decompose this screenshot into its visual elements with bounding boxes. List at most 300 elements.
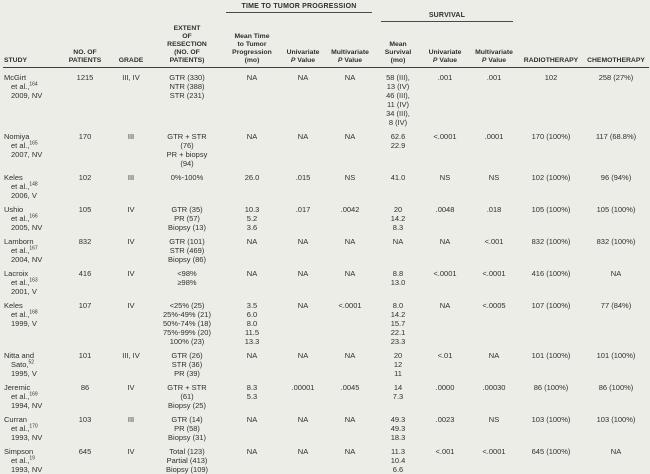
cell-line: 41.0 [390,173,406,182]
cell-line: 832 (100%) [531,237,571,246]
cell-line: Curran [4,415,27,424]
cell-grade [111,447,151,474]
cell-line: Biopsy (25) [168,401,206,410]
column-header-ttp-univariate: Univariate P Value [286,49,320,64]
cell-line: 832 [78,237,92,246]
cell-ttp-mean [223,269,281,296]
cell-extent [151,173,223,200]
cell-line: Lamborn [4,237,34,246]
cell-line: NA [297,351,309,360]
cell-radiotherapy [519,351,583,378]
cell-line: 8 (IV) [388,118,408,127]
cell-survival-mean [375,173,421,200]
cell-line: 58 (III), [386,73,410,82]
cell-line: 2006, V [11,191,37,200]
cell-line: III, IV [122,73,140,82]
cell-line: IV [127,205,135,214]
table-row [3,237,649,264]
table-row [3,415,649,442]
cell-patients [59,383,111,410]
cell-study [3,351,59,378]
cell-line: GTR (14) [171,415,203,424]
cell-line: Lacroix [4,269,29,278]
cell-study [3,237,59,264]
cell-line: 102 [78,173,92,182]
cell-line: Simpson [4,447,34,456]
cell-line: Partial (413) [166,456,208,465]
group-header-time-to-tumor-progression: TIME TO TUMOR PROGRESSION [226,3,372,13]
cell-line: 22.9 [390,141,406,150]
cell-line: 75%-99% (20) [163,328,211,337]
cell-line: .018 [486,205,502,214]
column-header-study: STUDY [4,57,28,64]
cell-radiotherapy [519,301,583,346]
cell-line: NA [488,351,500,360]
cell-line: 7.3 [392,392,404,401]
cell-line: NA [344,269,356,278]
cell-line: 50%-74% (18) [163,319,211,328]
cell-survival-mean [375,301,421,346]
cell-line: 117 (68.8%) [595,132,637,141]
cell-line: <25% (25) [169,301,205,310]
cell-grade [111,301,151,346]
cell-chemotherapy [583,269,649,296]
cell-survival-multivariate [469,301,519,346]
cell-line: IV [127,269,135,278]
cell-survival-univariate [421,351,469,378]
cell-line: Nitta and [4,351,35,360]
cell-line: 49.3 [390,415,406,424]
cell-line: NS [488,415,500,424]
cell-line: 3.5 [246,301,258,310]
cell-patients [59,351,111,378]
cell-line: NA [246,447,258,456]
cell-patients [59,301,111,346]
cell-line: III [127,173,135,182]
cell-line: 103 (100%) [531,415,571,424]
cell-line: 25%-49% (21) [163,310,211,319]
cell-ttp-univariate [281,269,325,296]
cell-survival-multivariate [469,205,519,232]
table-header [3,3,649,68]
cell-line: 258 (27%) [598,73,634,82]
cell-line: 8.0 [392,301,404,310]
cell-line: .015 [295,173,311,182]
cell-line: Biopsy (86) [168,255,206,264]
cell-line: ≥98% [177,278,197,287]
cell-chemotherapy [583,173,649,200]
cell-line: STR (36) [171,360,203,369]
cell-line: .00030 [482,383,506,392]
cell-line: NA [297,237,309,246]
cell-line: 20 [393,205,403,214]
cell-line: <.0005 [482,301,506,310]
cell-line: (61) [180,392,194,401]
cell-line: .0042 [340,205,360,214]
cell-line: 2001, V [11,287,37,296]
cell-patients [59,132,111,168]
cell-line: NA [344,351,356,360]
cell-line: 18.3 [390,433,406,442]
cell-line: 105 (100%) [531,205,571,214]
cell-chemotherapy [583,205,649,232]
cell-survival-univariate [421,415,469,442]
cell-line: 101 (100%) [531,351,571,360]
cell-line: III [127,132,135,141]
cell-line: 170 [78,132,92,141]
cell-line: NA [297,132,309,141]
cell-line: 86 (100%) [533,383,569,392]
table-row [3,351,649,378]
cell-study [3,205,59,232]
cell-line: 11.3 [390,447,406,456]
cell-line: 102 [544,73,558,82]
cell-line: 11.5 [244,328,260,337]
cell-grade [111,383,151,410]
cell-ttp-univariate [281,301,325,346]
cell-patients [59,73,111,127]
cell-line: <98% [177,269,197,278]
cell-radiotherapy [519,237,583,264]
cell-line: et al.,$^{166}$ [11,213,38,223]
cell-line: IV [127,447,135,456]
cell-line: 5.3 [246,392,258,401]
cell-line: NA [392,237,404,246]
cell-ttp-univariate [281,383,325,410]
cell-line: et al.,$^{168}$ [11,309,38,319]
cell-chemotherapy [583,447,649,474]
cell-line: 105 (100%) [596,205,636,214]
cell-line: Biopsy (31) [168,433,206,442]
cell-line: NA [344,237,356,246]
cell-line: 107 [78,301,92,310]
cell-chemotherapy [583,301,649,346]
cell-line: NA [439,301,451,310]
cell-ttp-univariate [281,173,325,200]
cell-line: 416 (100%) [531,269,571,278]
cell-extent [151,205,223,232]
cell-grade [111,237,151,264]
cell-line: NS [488,173,500,182]
cell-line: PR + biopsy [166,150,208,159]
cell-line: NA [246,351,258,360]
cell-radiotherapy [519,447,583,474]
cell-line: .0045 [340,383,360,392]
cell-line: 101 (100%) [596,351,636,360]
column-header-patients: NO. OF PATIENTS [68,49,102,64]
cell-line: 8.8 [392,269,404,278]
cell-line: 86 [80,383,90,392]
table-row [3,132,649,168]
cell-radiotherapy [519,73,583,127]
cell-radiotherapy [519,415,583,442]
cell-line: GTR (101) [169,237,205,246]
cell-line: <.0001 [482,447,506,456]
cell-survival-univariate [421,173,469,200]
cell-survival-multivariate [469,383,519,410]
cell-line: 103 [78,415,92,424]
cell-line: 26.0 [244,173,260,182]
cell-line: 23.3 [390,337,406,346]
cell-line: NA [297,301,309,310]
cell-line: 1995, V [11,369,37,378]
cell-line: et al.,$^{170}$ [11,423,38,433]
cell-ttp-multivariate [325,173,375,200]
cell-line: 2005, NV [11,223,43,232]
cell-chemotherapy [583,383,649,410]
cell-ttp-multivariate [325,73,375,127]
cell-survival-multivariate [469,447,519,474]
cell-line: et al.,$^{167}$ [11,245,38,255]
cell-line: McGirt [4,73,27,82]
cell-line: 105 [78,205,92,214]
cell-study [3,301,59,346]
cell-line: 8.3 [246,383,258,392]
cell-line: NA [439,237,451,246]
column-header-grade: GRADE [118,57,144,64]
cell-survival-mean [375,73,421,127]
cell-line: et al.,$^{169}$ [11,391,38,401]
cell-line: 1993, NV [11,465,43,474]
cell-ttp-mean [223,383,281,410]
cell-line: <.01 [437,351,453,360]
cell-ttp-mean [223,237,281,264]
cell-survival-univariate [421,205,469,232]
cell-radiotherapy [519,205,583,232]
cell-line: 832 (100%) [596,237,636,246]
cell-line: NA [297,415,309,424]
cell-line: 5.2 [246,214,258,223]
cell-line: <.0001 [482,269,506,278]
cell-ttp-mean [223,301,281,346]
cell-survival-mean [375,132,421,168]
cell-line: Ushio [4,205,24,214]
cell-survival-mean [375,415,421,442]
cell-ttp-multivariate [325,237,375,264]
cell-survival-univariate [421,132,469,168]
cell-ttp-univariate [281,132,325,168]
cell-grade [111,173,151,200]
cell-line: 170 (100%) [531,132,571,141]
cell-line: III [127,415,135,424]
cell-line: NTR (388) [169,82,205,91]
cell-line: .001 [437,73,453,82]
cell-extent [151,269,223,296]
cell-line: 2007, NV [11,150,43,159]
cell-line: STR (231) [169,91,205,100]
cell-line: 8.0 [246,319,258,328]
cell-extent [151,447,223,474]
cell-line: 96 (94%) [600,173,632,182]
cell-survival-multivariate [469,237,519,264]
cell-line: 416 [78,269,92,278]
table-row [3,73,649,127]
cell-line: 11 [394,369,402,378]
cell-line: Biopsy (109) [165,465,209,474]
cell-survival-mean [375,205,421,232]
cell-line: 13 (IV) [386,82,410,91]
column-header-survival-mean: Mean Survival (mo) [384,41,412,64]
cell-ttp-univariate [281,237,325,264]
cell-line: <.0001 [338,301,362,310]
cell-chemotherapy [583,415,649,442]
table-row [3,173,649,200]
cell-study [3,173,59,200]
cell-chemotherapy [583,73,649,127]
table-row [3,447,649,474]
cell-extent [151,73,223,127]
cell-line: 11 (IV) [387,100,409,109]
table-row [3,383,649,410]
cell-ttp-mean [223,351,281,378]
cell-line: NA [246,237,258,246]
cell-line: Nomiya [4,132,30,141]
cell-survival-univariate [421,447,469,474]
cell-ttp-multivariate [325,269,375,296]
cell-line: NA [344,132,356,141]
cell-survival-univariate [421,301,469,346]
cell-survival-multivariate [469,173,519,200]
cell-line: PR (39) [174,369,200,378]
cell-line: <.001 [484,237,504,246]
cell-line: et al.,$^{164}$ [11,81,38,91]
cell-line: 101 [78,351,92,360]
cell-line: NS [439,173,451,182]
cell-extent [151,383,223,410]
cell-survival-mean [375,351,421,378]
cell-patients [59,415,111,442]
cell-ttp-multivariate [325,205,375,232]
column-header-survival-univariate: Univariate P Value [428,49,462,64]
cell-line: 14 [393,383,403,392]
cell-line: 645 (100%) [531,447,571,456]
cell-radiotherapy [519,383,583,410]
table-row [3,205,649,232]
cell-survival-multivariate [469,351,519,378]
cell-line: 34 (III), [386,109,410,118]
cell-line: .0048 [435,205,455,214]
cell-line: PR (57) [174,214,200,223]
cell-survival-univariate [421,73,469,127]
cell-line: IV [127,237,135,246]
cell-grade [111,132,151,168]
cell-line: NA [344,415,356,424]
cell-line: 3.6 [246,223,258,232]
cell-line: 2004, NV [11,255,43,264]
cell-line: .0023 [435,415,455,424]
cell-line: GTR (26) [171,351,203,360]
column-header-ttp-mean: Mean Time to Tumor Progression (mo) [232,33,272,64]
cell-study [3,132,59,168]
cell-survival-univariate [421,383,469,410]
cell-line: GTR + STR [167,132,207,141]
cell-line: 645 [78,447,92,456]
cell-survival-mean [375,447,421,474]
cell-line: (76) [180,141,194,150]
cell-line: et al.,$^{148}$ [11,181,38,191]
cell-grade [111,351,151,378]
cell-line: 0%-100% [170,173,204,182]
cell-line: 62.6 [390,132,406,141]
cell-line: 46 (III), [386,91,410,100]
cell-line: NA [297,73,309,82]
cell-extent [151,351,223,378]
cell-grade [111,73,151,127]
cell-line: 14.2 [390,310,406,319]
cell-radiotherapy [519,269,583,296]
cell-line: 13.0 [390,278,406,287]
cell-line: 86 (100%) [598,383,634,392]
cell-ttp-multivariate [325,383,375,410]
cell-ttp-mean [223,132,281,168]
cell-line: 1994, NV [11,401,43,410]
cell-line: 103 (100%) [596,415,636,424]
cell-line: 6.6 [392,465,404,474]
cell-line: et al.,$^{19}$ [11,455,35,465]
cell-line: <.0001 [433,269,457,278]
cell-line: IV [127,301,135,310]
cell-line: .0000 [435,383,455,392]
cell-ttp-mean [223,73,281,127]
cell-extent [151,301,223,346]
column-header-radiotherapy: RADIOTHERAPY [523,57,579,64]
cell-line: 102 (100%) [531,173,571,182]
cell-patients [59,269,111,296]
cell-patients [59,173,111,200]
cell-line: NA [344,447,356,456]
cell-line: 20 [393,351,403,360]
cell-line: Total (123) [169,447,205,456]
cell-ttp-univariate [281,415,325,442]
cell-ttp-mean [223,173,281,200]
cell-study [3,447,59,474]
cell-line: .001 [486,73,502,82]
column-header-chemotherapy: CHEMOTHERAPY [587,57,645,64]
cell-line: NA [246,269,258,278]
table-body [3,73,649,474]
cell-ttp-univariate [281,73,325,127]
cell-ttp-mean [223,415,281,442]
cell-line: Keles [4,301,23,310]
cell-study [3,383,59,410]
cell-line: .0001 [484,132,504,141]
group-header-survival: SURVIVAL [381,12,513,22]
cell-grade [111,415,151,442]
cell-chemotherapy [583,237,649,264]
cell-line: .00001 [291,383,315,392]
cell-ttp-multivariate [325,415,375,442]
cell-line: 14.2 [390,214,406,223]
cell-line: NS [344,173,356,182]
cell-study [3,269,59,296]
cell-line: NA [610,447,622,456]
cell-survival-multivariate [469,132,519,168]
table-row [3,301,649,346]
cell-line: et al.,$^{163}$ [11,277,38,287]
cell-extent [151,237,223,264]
cell-survival-multivariate [469,415,519,442]
cell-line: NA [246,73,258,82]
cell-study [3,415,59,442]
cell-line: 15.7 [390,319,406,328]
cell-line: <.001 [435,447,455,456]
cell-line: 12 [393,360,403,369]
cell-line: GTR + STR [167,383,207,392]
cell-ttp-multivariate [325,301,375,346]
cell-survival-mean [375,237,421,264]
cell-survival-univariate [421,269,469,296]
cell-line: .017 [295,205,311,214]
